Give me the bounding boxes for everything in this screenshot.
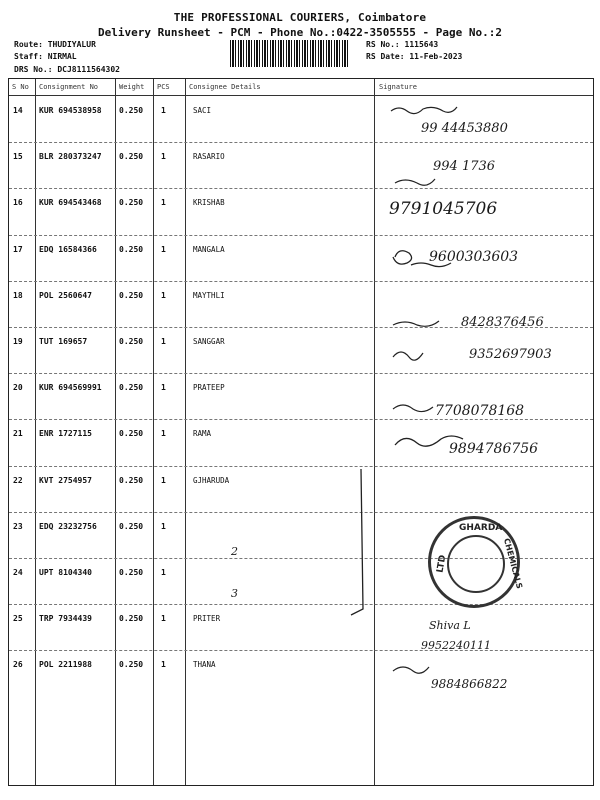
handwritten-phone: 994 1736	[433, 159, 496, 174]
row-sno: 20	[13, 383, 23, 393]
row-sno: 23	[13, 521, 23, 531]
row-pcs: 1	[161, 106, 166, 115]
col-consignee: Consignee Details	[189, 83, 261, 91]
row-sno: 24	[13, 568, 23, 577]
row-consignment: KVT 2754957	[39, 475, 92, 485]
row-consignment: EDQ 23232756	[39, 521, 97, 531]
row-consignee: THANA	[193, 660, 216, 670]
handwritten-mark: 3	[231, 587, 238, 600]
row-consignment: UPT 8104340	[39, 568, 92, 577]
row-consignee: GJHARUDA	[193, 475, 230, 485]
row-consignment: KUR 694538958	[39, 106, 102, 115]
row-weight: 0.250	[119, 475, 144, 485]
row-consignment: BLR 280373247	[39, 152, 102, 162]
rs-date: RS Date: 11-Feb-2023	[366, 52, 463, 61]
row-consignee: KRISHAB	[193, 198, 225, 208]
row-pcs: 1	[161, 198, 166, 208]
barcode	[230, 40, 350, 67]
row-consignment: TUT 169657	[39, 337, 88, 346]
row-pcs: 1	[161, 429, 166, 439]
company-stamp: GHARDA LTD CHEMICALS	[428, 516, 520, 608]
row-weight: 0.250	[119, 244, 144, 254]
row-consignment: ENR 1727115	[39, 429, 92, 439]
handwritten-phone: 9894786756	[449, 441, 539, 457]
row-sno: 14	[13, 106, 23, 115]
row-consignment: POL 2560647	[39, 290, 92, 300]
row-pcs: 1	[161, 337, 166, 346]
row-pcs: 1	[161, 383, 166, 393]
row-pcs: 1	[161, 568, 166, 577]
route-label: Route: THUDIYALUR	[14, 40, 96, 49]
row-consignee: PRATEEP	[193, 383, 225, 393]
handwritten-phone: 8428376456	[461, 315, 544, 330]
row-sno: 16	[13, 198, 23, 208]
row-weight: 0.250	[119, 429, 144, 439]
col-weight: Weight	[119, 83, 145, 91]
row-pcs: 1	[161, 152, 166, 162]
handwritten-phone: 7708078168	[435, 403, 525, 419]
row-consignment: POL 2211988	[39, 660, 92, 670]
row-weight: 0.250	[119, 614, 144, 624]
col-consignment: Consignment No	[39, 83, 99, 91]
runsheet-table	[8, 78, 594, 786]
row-sno: 15	[13, 152, 23, 162]
row-weight: 0.250	[119, 152, 144, 162]
handwritten-name: Shiva L	[429, 619, 471, 632]
row-pcs: 1	[161, 290, 166, 300]
row-consignment: TRP 7934439	[39, 614, 92, 624]
row-consignee: MANGALA	[193, 244, 225, 254]
row-weight: 0.250	[119, 660, 144, 670]
row-weight: 0.250	[119, 106, 144, 115]
row-weight: 0.250	[119, 383, 144, 393]
row-weight: 0.250	[119, 290, 144, 300]
row-sno: 21	[13, 429, 23, 439]
row-weight: 0.250	[119, 198, 144, 208]
row-pcs: 1	[161, 475, 166, 485]
handwritten-mark: 2	[231, 545, 238, 558]
row-consignment: EDQ 16584366	[39, 244, 97, 254]
row-pcs: 1	[161, 660, 166, 670]
row-consignee: RAMA	[193, 429, 212, 439]
row-consignee: RASARIO	[193, 152, 225, 162]
row-consignment: KUR 694543468	[39, 198, 102, 208]
runsheet-title: Delivery Runsheet - PCM - Phone No.:0422-3505555 - Page No.:2	[98, 26, 502, 39]
row-consignee: MAYTHLI	[193, 290, 225, 300]
row-pcs: 1	[161, 521, 166, 531]
row-consignee: PRITER	[193, 614, 221, 624]
row-pcs: 1	[161, 244, 166, 254]
staff-label: Staff: NIRMAL	[14, 52, 77, 61]
row-weight: 0.250	[119, 337, 144, 346]
row-consignee: SACI	[193, 106, 212, 115]
row-weight: 0.250	[119, 568, 144, 577]
handwritten-phone: 99 44453880	[421, 121, 508, 136]
handwritten-phone: 9600303603	[429, 249, 519, 265]
handwritten-phone: 9352697903	[469, 347, 552, 362]
handwritten-phone: 9791045706	[389, 199, 498, 219]
signature-scribbles	[9, 79, 595, 787]
row-sno: 25	[13, 614, 23, 624]
row-sno: 18	[13, 290, 23, 300]
company-title: THE PROFESSIONAL COURIERS, Coimbatore	[173, 11, 427, 24]
drs-number: DRS No.: DCJ8111564302	[14, 65, 120, 74]
row-sno: 17	[13, 244, 23, 254]
row-sno: 26	[13, 660, 23, 670]
row-consignee: SANGGAR	[193, 337, 225, 346]
col-sno: S No	[12, 83, 29, 91]
col-signature: Signature	[379, 83, 417, 91]
row-pcs: 1	[161, 614, 166, 624]
handwritten-phone: 9884866822	[431, 677, 508, 691]
col-pcs: PCS	[157, 83, 170, 91]
rs-number: RS No.: 1115643	[366, 40, 439, 49]
row-weight: 0.250	[119, 521, 144, 531]
handwritten-phone: 9952240111	[421, 639, 491, 652]
row-sno: 22	[13, 475, 23, 485]
row-sno: 19	[13, 337, 23, 346]
row-consignment: KUR 694569991	[39, 383, 102, 393]
